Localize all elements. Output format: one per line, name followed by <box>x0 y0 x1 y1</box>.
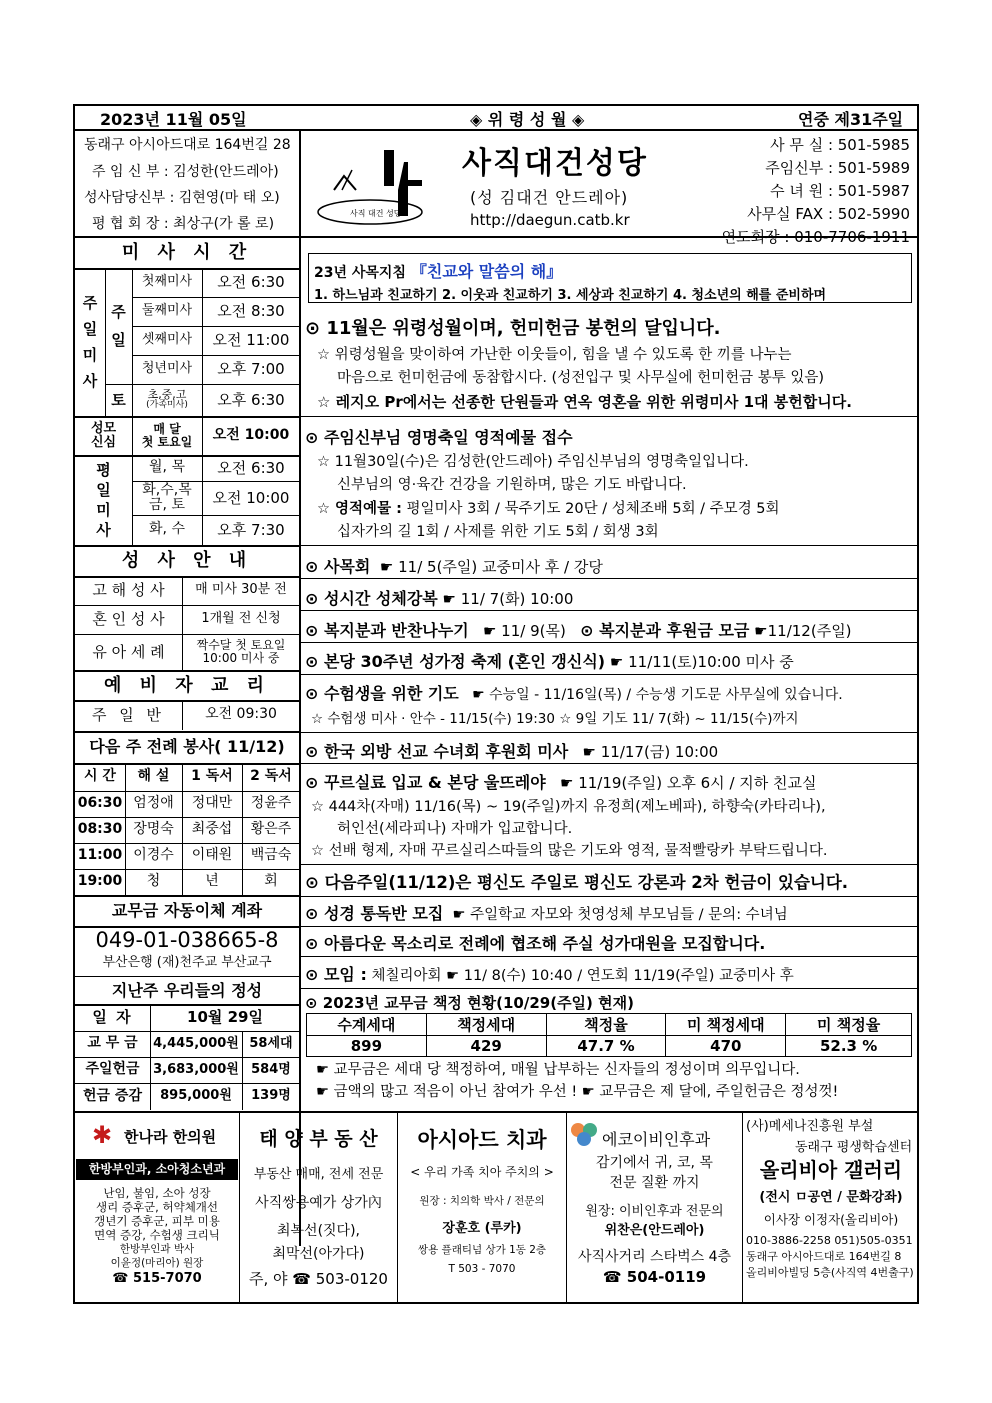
notice-title: ⊙ 11월은 위령성월이며, 헌미헌금 봉헌의 달입니다. <box>305 318 721 339</box>
divider <box>300 545 919 546</box>
divider <box>300 926 919 927</box>
divider <box>300 674 919 675</box>
offering-name: 주일헌금 <box>85 1061 140 1078</box>
tithe-stats-header: 미 책정율 <box>786 1014 912 1036</box>
liturgy-commentator: 장명숙 <box>133 821 174 838</box>
divider <box>300 416 919 417</box>
notice-detail: ☛ 11/17(금) 10:00 <box>582 743 719 761</box>
tithe-stats-value: 470 <box>666 1036 786 1057</box>
weekday-name: 월, 목 <box>149 459 185 476</box>
ad-line: 최막선(아가다) <box>272 1246 365 1262</box>
notice-title: ⊙ 꾸르실료 입교 & 본당 울뜨레야 <box>305 773 546 792</box>
notice-detail: ☛ 수능일 - 11/16일(목) / 수능생 기도문 사무실에 있습니다. <box>472 687 843 703</box>
liturgy-reader1: 정대만 <box>191 795 233 812</box>
ad-line: 난임, 불임, 소아 성장 <box>103 1186 211 1200</box>
tithe-stats-table <box>306 1013 912 1057</box>
tithe-stats-header: 책정세대 <box>426 1014 546 1036</box>
notice-title: ⊙ 2023년 교무금 책정 현황(10/29(주일) 현재) <box>305 994 634 1012</box>
ad-hanna-body <box>76 1186 238 1286</box>
notice-title: ⊙ 한국 외방 선교 수녀회 후원회 미사 <box>305 742 569 761</box>
ad-line: (사)메세나진흥원 부설 <box>746 1119 874 1134</box>
transfer-bank: 부산은행 (재)천주교 부산교구 <box>102 954 272 970</box>
ad-hanna-phone: ☎ 515-7070 <box>112 1271 202 1286</box>
liturgy-time: 19:00 <box>77 873 123 890</box>
liturgy-time: 06:30 <box>77 795 123 812</box>
notice-row <box>305 770 817 793</box>
contact-funeral: 연도회장 : 010-7706-1911 <box>721 228 910 246</box>
tithe-stats-header: 미 책정세대 <box>666 1014 786 1036</box>
notice-line: ☆ 레지오 Pr에서는 선종한 단원들과 연옥 영혼을 위한 위령미사 1대 봉헌합니다. <box>317 393 852 411</box>
ad-eco-name: 에코이비인후과 <box>602 1130 711 1149</box>
ad-line: 전문 질환 까지 <box>609 1175 700 1191</box>
contact-convent: 수 녀 원 : 501-5987 <box>770 182 910 200</box>
ad-taeyang-phone: 주, 야 ☎ 503-0120 <box>249 1270 388 1288</box>
saturday-mass-time: 오후 6:30 <box>217 390 285 409</box>
stats-note: ☛ 금액의 많고 적음이 아닌 참여가 우선 ! ☛ 교무금은 제 달에, 주일헌금은 정성껏! <box>316 1084 839 1100</box>
guideline-title <box>314 259 562 282</box>
notice-detail: ☛ 11/ 5(주일) 교중미사 후 / 강당 <box>379 558 603 576</box>
divider <box>300 864 919 865</box>
notice-line: ☆ 위령성월을 맞이하여 가난한 이웃들이, 힘을 낼 수 있도록 한 끼를 나누는 <box>317 347 792 363</box>
sacrament-title: 성 사 안 내 <box>121 550 253 572</box>
ad-olivia-name: 올리비아 갤러리 <box>759 1158 903 1182</box>
ad-asiad-dental-phone: T 503 - 7070 <box>448 1263 516 1275</box>
ad-line: < 우리 가족 치아 주치의 > <box>410 1165 554 1179</box>
notice-row <box>305 618 852 641</box>
mass-name: 첫째미사 <box>141 274 193 290</box>
sacrament-value: 1개월 전 신청 <box>201 611 281 627</box>
eco-clinic-logo-icon <box>570 1122 600 1150</box>
notice-detail: ☛ 11/19(주일) 오후 6시 / 지하 친교실 <box>560 774 817 792</box>
sunday-mass-group-label <box>77 272 103 412</box>
liturgy-header: 시 간 <box>84 768 116 785</box>
offering-amount: 895,000원 <box>160 1088 232 1104</box>
ad-eco-phone: ☎ 504-0119 <box>602 1268 707 1286</box>
ad-hanna-tag: 한방부인과, 소아청소년과 <box>76 1159 238 1180</box>
tithe-stats-value: 429 <box>426 1036 546 1057</box>
notice-row <box>305 901 788 924</box>
liturgy-commentator: 이경수 <box>133 847 174 864</box>
church-patron: (성 김대건 안드레아) <box>470 188 629 207</box>
liturgy-reader2: 정윤주 <box>250 795 292 812</box>
mass-name: 둘째미사 <box>141 303 193 319</box>
notice-row <box>305 649 794 672</box>
first-saturday-name-line1: 매 달 <box>153 421 181 436</box>
offering-amount: 4,445,000원 <box>153 1035 239 1051</box>
offering-title: 지난주 우리들의 정성 <box>111 980 263 1000</box>
notice-row <box>305 554 603 577</box>
notice-line: ☆ 선배 형제, 자매 꾸르실리스따들의 많은 기도와 영적, 물적빨랑카 부탁드립니다. <box>311 843 828 859</box>
sacrament-value <box>182 634 300 670</box>
catechumen-title: 예 비 자 교 리 <box>103 675 270 697</box>
marian-devotion-label-line2: 신심 <box>90 435 117 450</box>
weekday-time: 오전 10:00 <box>212 488 290 507</box>
liturgical-week: 연중 제31주일 <box>798 110 904 129</box>
notice-line: 허인선(세라피나) 자매가 입교합니다. <box>337 821 573 837</box>
notice-line: 십자가의 길 1회 / 사제를 위한 기도 5회 / 회생 3회 <box>337 524 659 540</box>
hospital-flower-icon: ✱ <box>92 1121 113 1149</box>
contact-pastor: 주임신부 : 501-5989 <box>765 159 910 177</box>
ad-taeyang-name: 태 양 부 동 산 <box>259 1128 378 1150</box>
notice-line <box>317 497 780 518</box>
transfer-account-number: 049-01-038665-8 <box>95 928 279 953</box>
divider <box>300 956 919 957</box>
ad-line: 이윤정(마리아) 원장 <box>110 1257 204 1269</box>
sacrament-name: 고 해 성 사 <box>92 581 165 600</box>
weekday-name <box>132 481 202 515</box>
pastor-info: 주 임 신 부 : 김성한(안드레아) <box>92 164 279 180</box>
bulletin-date: 2023년 11월 05일 <box>100 110 247 129</box>
marian-devotion-label <box>75 418 132 454</box>
first-saturday-name <box>132 418 202 454</box>
ad-line: 최복선(짓다), <box>277 1223 360 1239</box>
notice-title: ⊙ 사목회 <box>305 557 371 576</box>
ad-line: 갱년기 증후군, 피부 미용 <box>94 1214 220 1228</box>
weekday-name-line2: 금, 토 <box>149 497 185 513</box>
ad-line: 원장 : 치의학 박사 / 전문의 <box>419 1195 545 1207</box>
logo-text: 사직 대건 성당 <box>350 209 402 218</box>
marian-devotion-label-line1: 성모 <box>90 420 117 436</box>
ad-line: 면역 증강, 수험생 크리닉 <box>94 1228 220 1242</box>
ad-line: 사직사거리 스타벅스 4층 <box>577 1249 732 1265</box>
weekday-mass-group-text: 평일미사 <box>96 461 111 539</box>
notice-row <box>305 681 843 704</box>
divider <box>300 763 919 764</box>
notice-line: 마음으로 헌미헌금에 동참합시다. (성전입구 및 사무실에 헌미헌금 봉투 있음) <box>337 370 825 386</box>
mass-time: 오후 7:00 <box>217 360 285 379</box>
liturgy-title: 다음 주 전례 봉사( 11/12) <box>89 737 285 757</box>
notice-line: ☆ 444차(자매) 11/16(목) ~ 19(주일)까지 유정희(제노베파), 하향숙(카타리나), <box>311 799 826 815</box>
ad-line: 사직쌍용예가 상가內 <box>255 1195 382 1211</box>
weekday-time: 오후 7:30 <box>217 520 285 539</box>
offering-amount: 3,683,000원 <box>153 1061 239 1077</box>
church-url[interactable]: http://daegun.catb.kr <box>470 211 630 229</box>
notice-line: ☆ 11월30일(수)은 김성한(안드레아) 주임신부님의 영명축일입니다. <box>317 454 749 470</box>
saturday-mass-name-line2: (가족미사) <box>146 400 188 411</box>
tithe-stats-value: 47.7 % <box>546 1036 666 1057</box>
divider <box>73 1111 919 1113</box>
liturgy-commentator: 엄정애 <box>133 795 174 812</box>
contact-fax: 사무실 FAX : 502-5990 <box>747 205 910 223</box>
liturgy-reader1: 년 <box>205 873 219 890</box>
offering-count: 58세대 <box>249 1035 293 1051</box>
divider <box>300 642 919 643</box>
assistant-priest-info: 성사담당신부 : 김현영(마 태 오) <box>84 190 280 206</box>
offering-name: 교 무 금 <box>87 1035 138 1052</box>
mass-time: 오전 8:30 <box>217 302 285 321</box>
ad-hanna-name: 한나라 한의원 <box>124 1128 217 1146</box>
divider <box>300 610 919 611</box>
ad-line: 010-3886-2258 051)505-0351 <box>746 1234 913 1247</box>
ad-line: 원장: 이비인후과 전문의 <box>585 1204 724 1219</box>
ad-line: 부동산 매매, 전세 전문 <box>253 1167 384 1182</box>
notice-title: ⊙ 복지분과 후원금 모금 <box>580 621 750 640</box>
notice-detail: ☛ 주일학교 자모와 첫영성체 부모님들 / 문의: 수녀님 <box>452 907 788 923</box>
mass-name: 셋째미사 <box>141 332 193 348</box>
sunday-mass-group-text: 주일미사 <box>82 294 98 390</box>
ad-line: 동래구 평생학습센터 <box>795 1140 913 1155</box>
weekday-name-line1: 화,수,목 <box>142 481 192 498</box>
divider <box>742 1111 743 1303</box>
first-saturday-name-line2: 첫 토요일 <box>141 435 193 449</box>
contact-list <box>722 134 910 249</box>
notice-line: ☆ 수험생 미사 · 안수 - 11/15(수) 19:30 ☆ 9일 기도 11/ 7(화) ~ 11/15(수)까지 <box>311 711 799 727</box>
tithe-stats-header-row <box>307 1014 912 1036</box>
liturgy-reader2: 황은주 <box>250 821 292 838</box>
notice-title: ⊙ 성경 통독반 모집 <box>305 904 444 923</box>
church-address: 동래구 아시아드대로 164번길 28 <box>84 137 291 153</box>
month-title: ◈ 위 령 성 월 ◈ <box>470 110 585 129</box>
tithe-stats-value-row <box>307 1036 912 1057</box>
sacrament-name: 혼 인 성 사 <box>92 610 165 629</box>
ad-line: 동래구 아시아드대로 164번길 8 <box>746 1250 902 1263</box>
ad-line: 쌍용 플래티넘 상가 1동 2층 <box>417 1244 547 1256</box>
offering-name: 헌금 증감 <box>83 1087 142 1104</box>
sacrament-name: 유 아 세 례 <box>92 642 165 661</box>
saturday-label: 토 <box>111 390 126 409</box>
notice-title: ⊙ 수험생을 위한 기도 <box>305 684 459 703</box>
guideline-title-prefix: 23년 사목지침 <box>314 265 406 281</box>
catechumen-class-time: 오전 09:30 <box>205 706 277 723</box>
mass-times-title: 미 사 시 간 <box>121 242 253 264</box>
notice-row <box>305 586 573 609</box>
church-logo-icon <box>312 150 436 228</box>
ad-line: 위찬은(안드레아) <box>604 1223 705 1238</box>
notice-row <box>305 739 718 762</box>
mass-time: 오전 11:00 <box>212 331 290 350</box>
offering-header-date: 10월 29일 <box>187 1008 263 1027</box>
liturgy-reader1: 최중섭 <box>191 821 233 838</box>
offering-count: 584명 <box>251 1061 291 1077</box>
ad-line: 올리비아빌딩 5층(사직역 4번출구) <box>746 1266 914 1279</box>
weekday-time: 오전 6:30 <box>217 458 285 477</box>
sunday-label-text: 주일 <box>111 303 126 349</box>
liturgy-reader1: 이태원 <box>191 847 233 864</box>
divider <box>300 732 919 733</box>
saturday-mass-name <box>132 384 202 416</box>
ad-asiad-dental-name: 아시아드 치과 <box>417 1128 547 1152</box>
catechumen-class-name: 주 일 반 <box>91 705 165 724</box>
notice-title: ⊙ 성시간 성체강복 <box>305 589 438 608</box>
guideline-items: 1. 하느님과 친교하기 2. 이웃과 친교하기 3. 세상과 친교하기 4. 청소년의 해를 준비하며 <box>314 288 827 303</box>
ad-line: 한방부인과 박사 <box>119 1243 195 1255</box>
council-president-info: 평 협 회 장 : 최상구(가 롤 로) <box>92 216 275 232</box>
notice-title: ⊙ 본당 30주년 성가정 축제 (혼인 갱신식) <box>305 652 606 671</box>
liturgy-header: 1 독서 <box>191 768 233 785</box>
liturgy-time: 08:30 <box>77 821 123 838</box>
guideline-title-main: 『친교와 말씀의 해』 <box>410 262 563 281</box>
stats-note: ☛ 교무금은 세대 당 책정하여, 매월 납부하는 신자들의 정성이며 의무입니다. <box>316 1062 800 1078</box>
tithe-stats-header: 책정율 <box>546 1014 666 1036</box>
notice-detail: ☛ 11/11(토)10:00 미사 중 <box>609 653 794 671</box>
notice-title: ⊙ 복지분과 반찬나누기 <box>305 621 469 640</box>
liturgy-reader2: 회 <box>264 873 278 890</box>
notice-detail: 체칠리아회 ☛ 11/ 8(수) 10:40 / 연도회 11/19(주일) 교중미사 후 <box>366 968 794 984</box>
ad-line: 이사장 이정자(올리비아) <box>763 1212 899 1227</box>
ad-line: 생리 증후군, 허약체개선 <box>95 1200 219 1214</box>
divider <box>300 578 919 579</box>
first-saturday-time: 오전 10:00 <box>212 427 290 444</box>
weekday-mass-group-label <box>75 457 132 543</box>
ad-olivia-contact <box>746 1233 914 1281</box>
tithe-stats-value: 52.3 % <box>786 1036 912 1057</box>
mass-name: 청년미사 <box>141 361 193 377</box>
notice-detail: ☛11/12(주일) <box>754 622 852 640</box>
ad-line: (전시 ㅁ공연 / 문화강좌) <box>759 1190 903 1205</box>
saturday-mass-name-line1: 초,중,고 <box>147 388 187 401</box>
liturgy-header: 2 독서 <box>250 768 292 785</box>
church-name: 사직대건성당 <box>462 146 648 181</box>
notice-title: ⊙ 모임 : <box>305 965 367 984</box>
offering-count: 139명 <box>251 1088 291 1104</box>
offering-header-label: 일 자 <box>92 1008 133 1027</box>
contact-office: 사 무 실 : 501-5985 <box>770 136 910 154</box>
sunday-label <box>105 268 132 384</box>
liturgy-commentator: 청 <box>146 873 161 890</box>
weekday-name: 화, 수 <box>149 521 185 538</box>
liturgy-header: 해 설 <box>137 768 170 785</box>
notice-detail: ☛ 11/ 9(목) <box>482 622 566 640</box>
notice-title: ⊙ 주임신부님 영명축일 영적예물 접수 <box>305 428 573 447</box>
divider <box>300 988 919 989</box>
notice-line: 신부님의 영·육간 건강을 기원하며, 많은 기도 바랍니다. <box>337 477 687 493</box>
mass-time: 오전 6:30 <box>217 273 285 292</box>
ad-line: 장훈호 (루카) <box>442 1221 522 1236</box>
notice-row <box>305 962 794 985</box>
sacrament-value-line1: 짝수달 첫 토요일 <box>196 637 286 652</box>
liturgy-reader2: 백금숙 <box>250 847 292 864</box>
liturgy-time: 11:00 <box>77 847 123 864</box>
sacrament-value: 매 미사 30분 전 <box>195 582 287 598</box>
spiritual-gift-label: ☆ 영적예물 : <box>317 501 402 517</box>
tithe-stats-value: 899 <box>307 1036 427 1057</box>
notice-detail: ☛ 11/ 7(화) 10:00 <box>442 590 574 608</box>
tithe-stats-header: 수계세대 <box>307 1014 427 1036</box>
divider <box>300 896 919 897</box>
notice-title: ⊙ 다음주일(11/12)은 평신도 주일로 평신도 강론과 2차 헌금이 있습니다. <box>305 873 849 892</box>
sacrament-value-line2: 10:00 미사 중 <box>202 651 280 665</box>
transfer-title: 교무금 자동이체 계좌 <box>111 901 263 921</box>
ad-line: 감기에서 귀, 코, 목 <box>596 1155 713 1171</box>
notice-title: ⊙ 아름다운 목소리로 전례에 협조해 주실 성가대원을 모집합니다. <box>305 934 766 953</box>
spiritual-gift-items: 평일미사 3회 / 묵주기도 20단 / 성체조배 5회 / 주모경 5회 <box>401 501 780 517</box>
